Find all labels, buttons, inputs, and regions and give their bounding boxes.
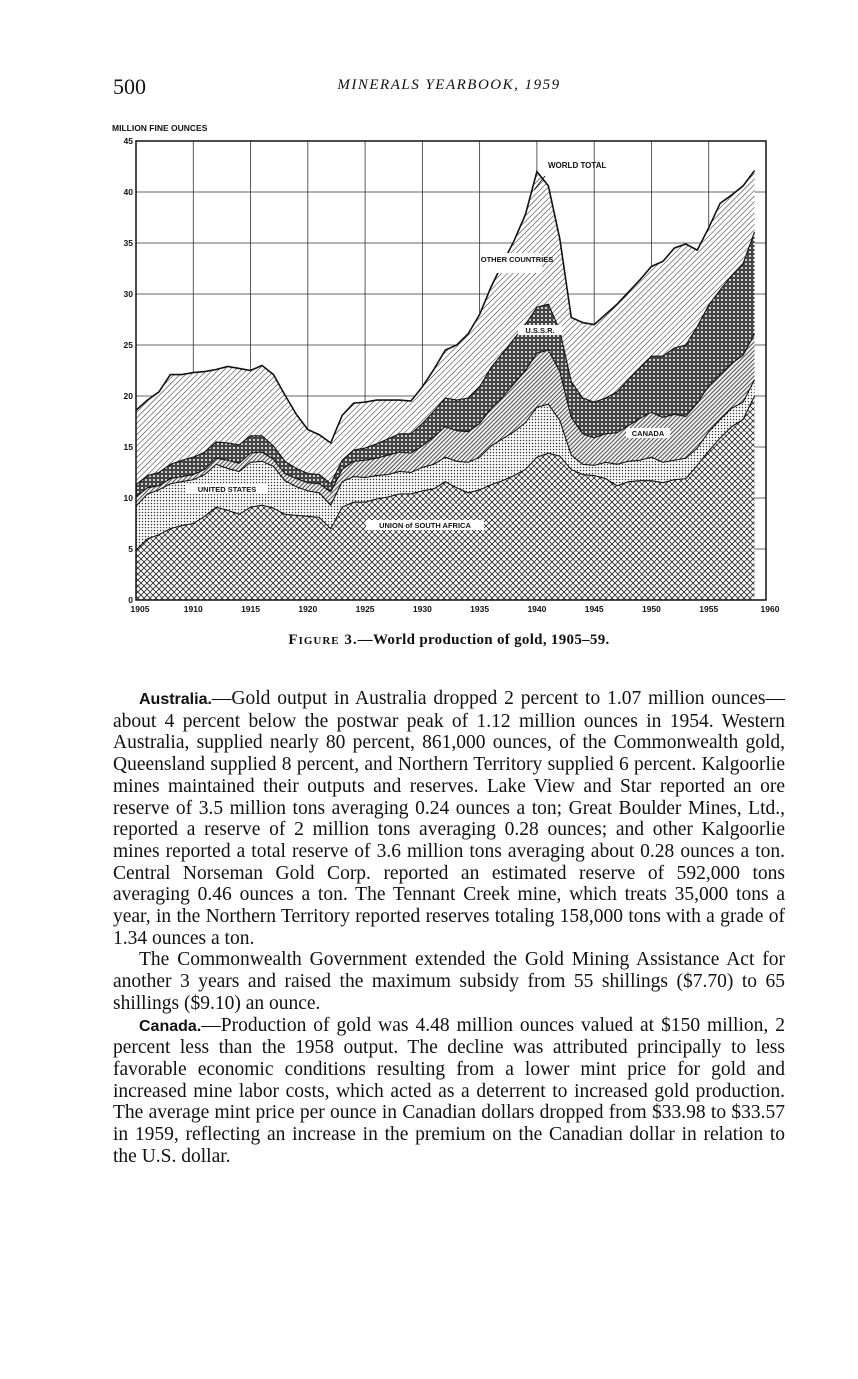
- paragraph-commonwealth: [113, 949, 785, 1014]
- label-ussr: U.S.S.R.: [525, 326, 555, 335]
- label-canada: CANADA: [631, 429, 665, 438]
- paragraph-text: The Commonwealth Government extended the Gold Mining Assistance Act for another 3 years and raised the maximum subsidy from 55 shillings ($7.70) to 65 shillings ($9.10) an ounce.: [113, 949, 785, 1014]
- x-tick-label: 1915: [241, 604, 261, 614]
- y-tick-label: 25: [123, 340, 133, 350]
- x-tick-label: 1910: [183, 604, 203, 614]
- label-other-countries: OTHER COUNTRIES: [480, 255, 554, 264]
- y-tick-label: 10: [123, 493, 133, 503]
- figure-label: Figure 3.: [288, 632, 358, 648]
- label-union-of-south-africa: UNION of SOUTH AFRICA: [379, 521, 471, 530]
- y-tick-label: 20: [123, 391, 133, 401]
- paragraph-canada: [113, 1015, 785, 1168]
- x-tick-labels: [131, 604, 780, 614]
- y-tick-labels: [124, 136, 134, 605]
- figure-caption: [113, 632, 785, 649]
- paragraph-text: —Production of gold was 4.48 million ounces valued at $150 million, 2 percent less than the 1958 output. The decline was attributed principally to less favorable economic conditions resulting from a lower mint price for gold and increased mine labor costs, which acted as a deterrent to increased gold production. The average mint price per ounce in Canadian dollars dropped from $33.98 to $33.57 in 1959, reflecting an increase in the premium on the Canadian dollar in relation to the U.S. dollar.: [113, 1014, 785, 1167]
- runin-heading: Canada.: [139, 1017, 202, 1035]
- x-tick-label: 1905: [130, 604, 150, 614]
- y-tick-label: 40: [123, 187, 133, 197]
- paragraph-australia: [113, 688, 785, 949]
- gold-production-chart: [108, 118, 788, 623]
- body-text: [113, 688, 785, 1167]
- x-tick-label: 1920: [298, 604, 318, 614]
- x-tick-label: 1925: [355, 604, 375, 614]
- x-tick-label: 1950: [641, 604, 661, 614]
- y-tick-label: 15: [123, 442, 133, 452]
- x-tick-label: 1955: [699, 604, 719, 614]
- paragraph-text: —Gold output in Australia dropped 2 percent to 1.07 million ounces—about 4 percent below the postwar peak of 1.12 million ounces in 1954. Western Australia, supplied nearly 80 percent, 861,000 ounces, of the Commonwealth gold, Queensland supplied 8 percent, and Northern Territory supplied 6 percent. Kalgoorlie mines maintained their outputs and reserves. Lake View and Star reported an ore reserve of 3.5 million tons averaging 0.24 ounces a ton; Great Boulder Mines, Ltd., reported a reserve of 2 million tons averaging 0.28 ounces; and other Kalgoorlie mines reported a total reserve of 3.6 million tons averaging about 0.28 ounces a ton. Central Norseman Gold Corp. reported an estimated reserve of 592,000 tons averaging 0.46 ounces a ton. The Tennant Creek mine, which treats 35,000 tons a year, in the Northern Territory reported reserves totaling 158,000 tons with a grade of 1.34 ounces a ton.: [113, 688, 785, 949]
- y-axis-label: MILLION FINE OUNCES: [112, 123, 208, 133]
- runin-heading: Australia.: [139, 691, 212, 708]
- y-tick-label: 35: [123, 238, 133, 248]
- x-tick-label: 1935: [470, 604, 490, 614]
- x-tick-label: 1940: [527, 604, 547, 614]
- x-tick-label: 1960: [760, 604, 780, 614]
- x-tick-label: 1945: [584, 604, 604, 614]
- y-tick-label: 30: [123, 289, 133, 299]
- label-world-total: WORLD TOTAL: [548, 161, 607, 170]
- page-header: [113, 74, 785, 104]
- chart-areas: [136, 171, 755, 600]
- y-tick-label: 0: [128, 595, 133, 605]
- y-tick-label: 5: [128, 544, 133, 554]
- page-number: 500: [113, 74, 146, 99]
- label-united-states: UNITED STATES: [197, 485, 257, 494]
- figure-title: —World production of gold, 1905–59.: [357, 632, 610, 648]
- y-tick-label: 45: [123, 136, 133, 146]
- x-tick-label: 1930: [412, 604, 432, 614]
- running-head: MINERALS YEARBOOK, 1959: [337, 77, 561, 93]
